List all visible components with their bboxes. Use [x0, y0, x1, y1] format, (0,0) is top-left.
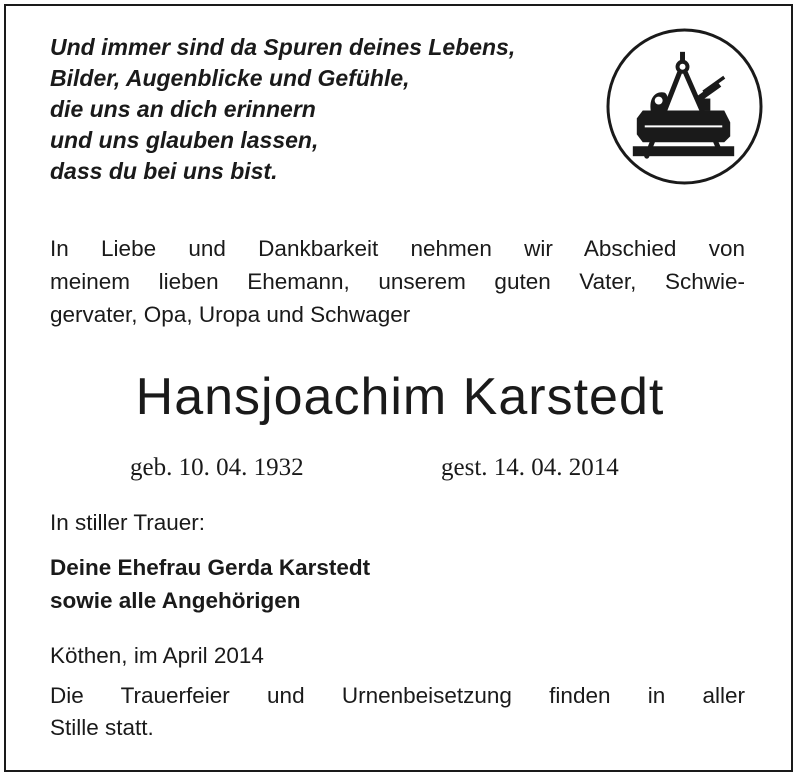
funeral-notice [50, 680, 745, 744]
carpentry-tools-emblem-icon [605, 27, 764, 186]
verse-line: Und immer sind da Spuren deines Lebens, [50, 34, 516, 60]
place-and-date: Köthen, im April 2014 [50, 643, 264, 668]
mourners-list [50, 551, 370, 617]
mourning-heading: In stiller Trauer: [50, 510, 206, 535]
verse-line: die uns an dich erinnern [50, 96, 316, 122]
verse-line: dass du bei uns bist. [50, 158, 278, 184]
mourner-line: sowie alle Angehörigen [50, 588, 301, 613]
farewell-line: In Liebe und Dankbarkeit nehmen wir Abschied von [50, 236, 745, 261]
farewell-line: gervater, Opa, Uropa und Schwager [50, 302, 411, 327]
birth-date: geb. 10. 04. 1932 [130, 454, 304, 481]
funeral-line: Die Trauerfeier und Urnenbeisetzung finden in aller [50, 683, 745, 708]
funeral-line: Stille statt. [50, 715, 154, 740]
memorial-verse [50, 32, 515, 187]
death-date: gest. 14. 04. 2014 [441, 454, 619, 481]
verse-line: Bilder, Augenblicke und Gefühle, [50, 65, 410, 91]
mourner-line: Deine Ehefrau Gerda Karstedt [50, 555, 371, 580]
farewell-line: meinem lieben Ehemann, unserem guten Vater, Schwie- [50, 269, 745, 294]
farewell-text [50, 232, 745, 331]
verse-line: und uns glauben lassen, [50, 127, 319, 153]
deceased-name: Hansjoachim Karstedt [135, 368, 665, 426]
